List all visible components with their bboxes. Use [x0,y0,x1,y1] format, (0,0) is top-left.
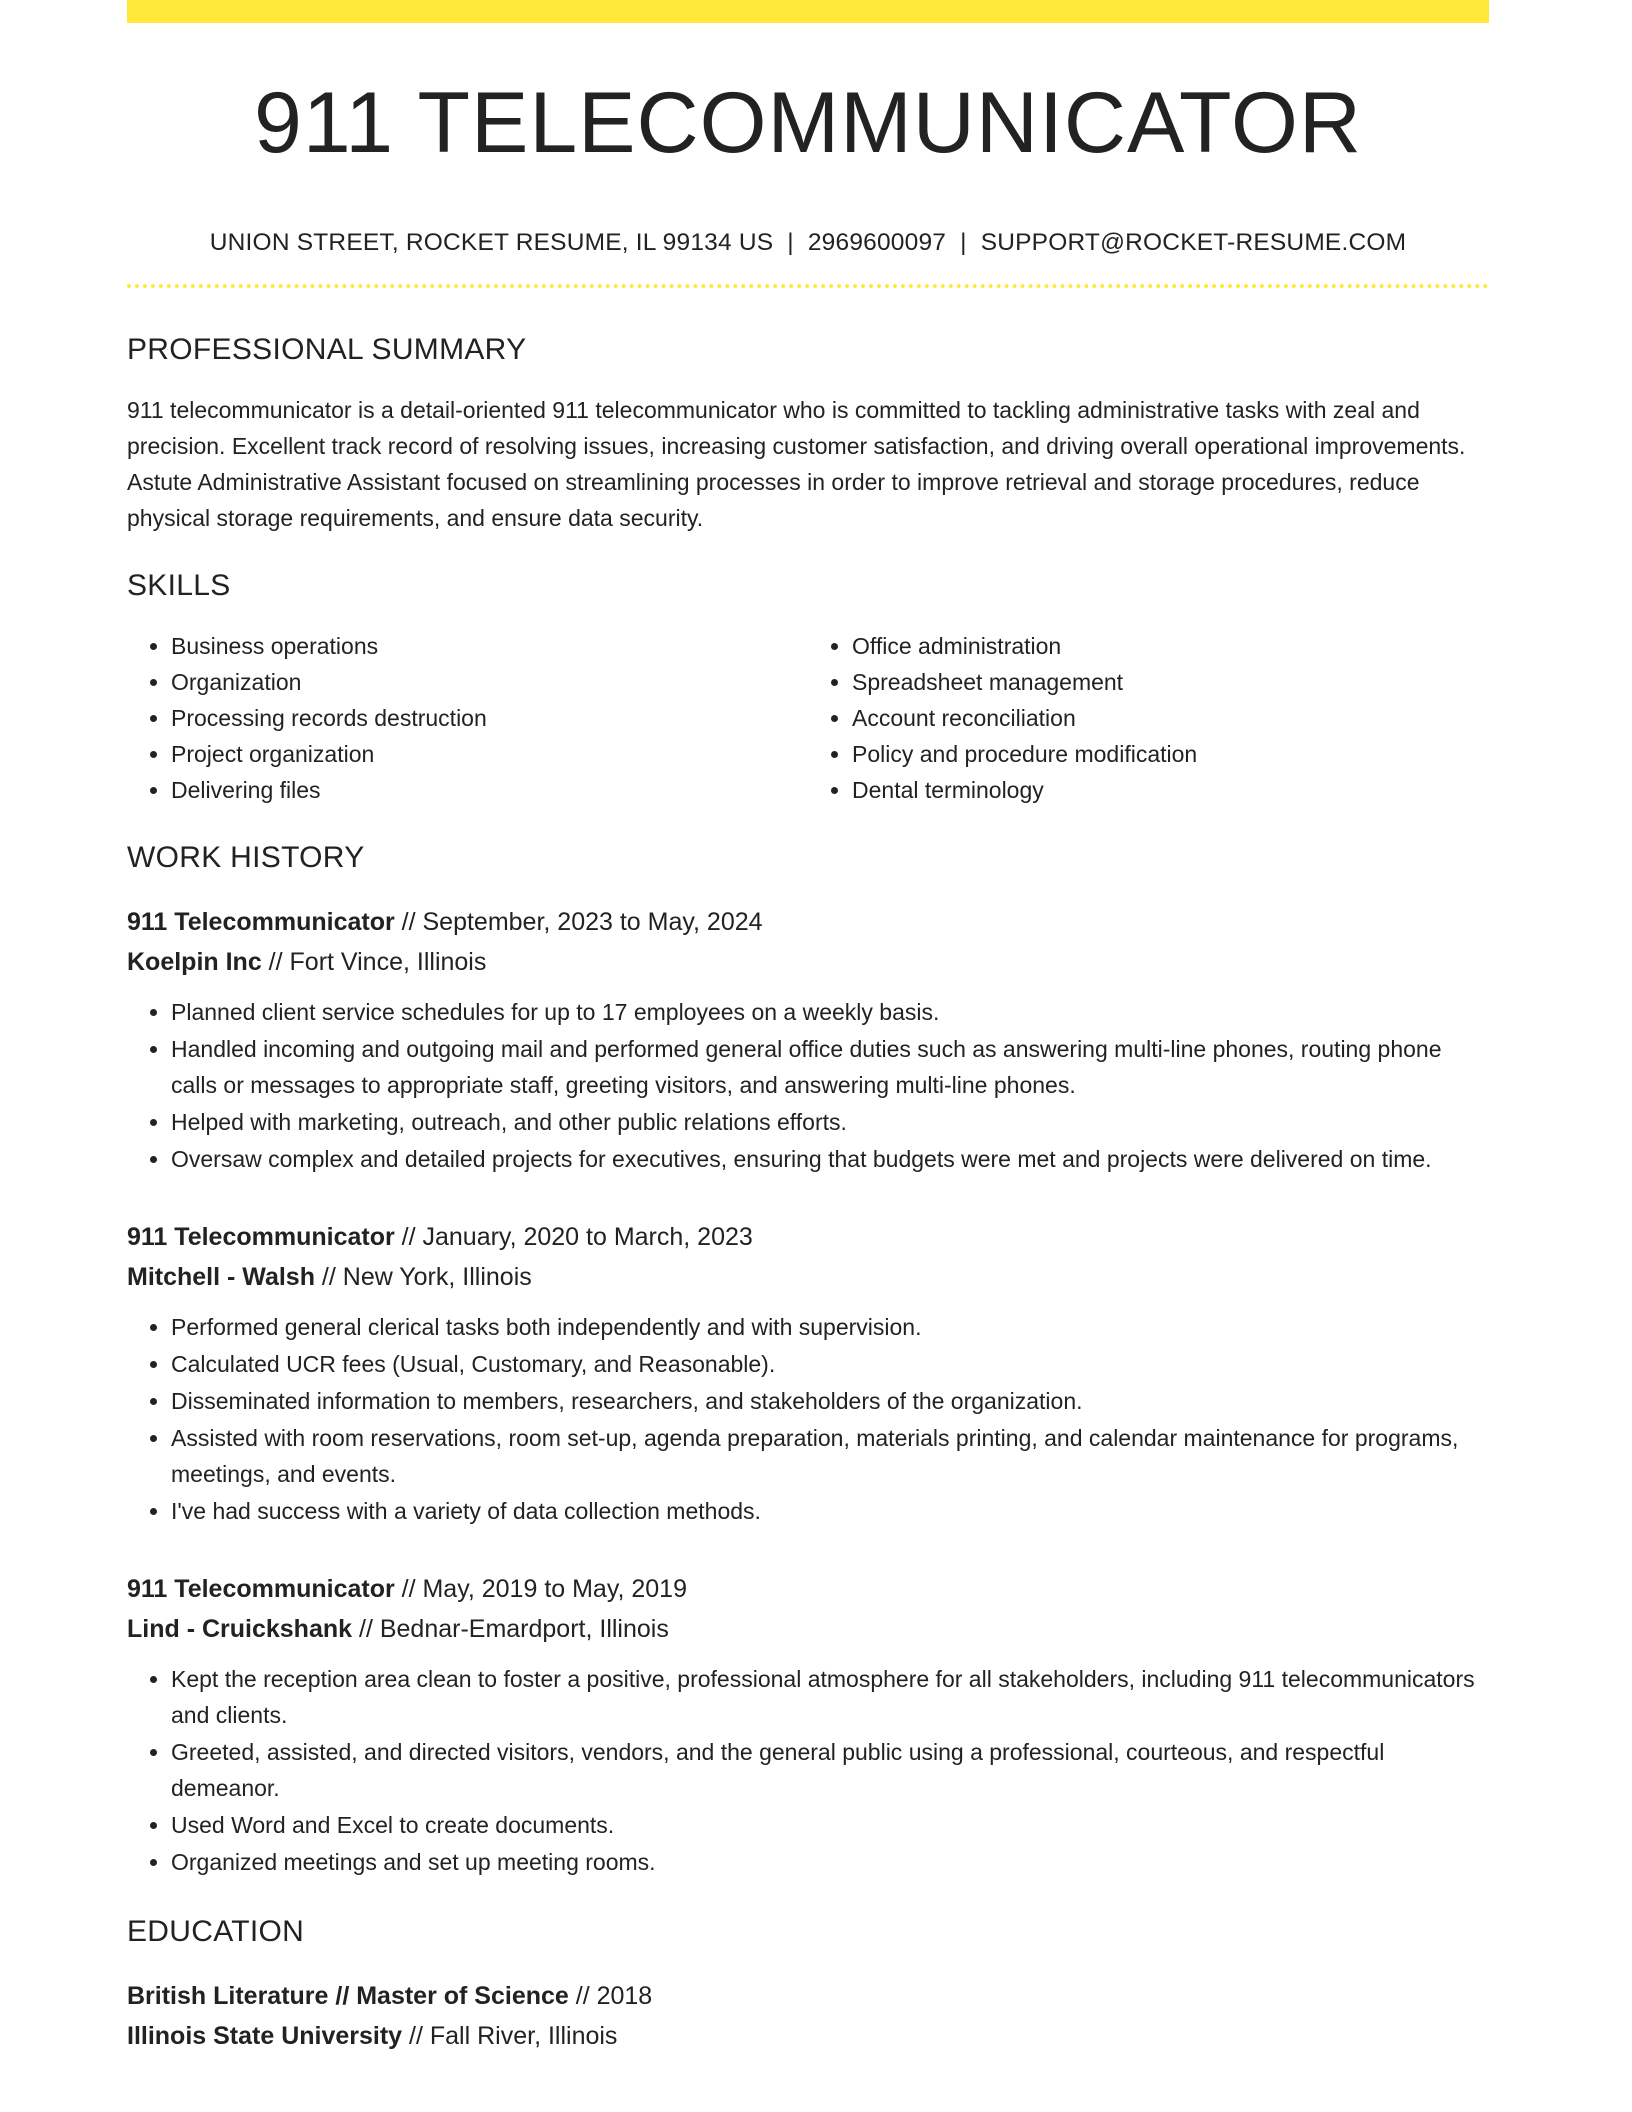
job-company-line [127,1609,1489,1649]
job-title: 911 Telecommunicator [127,908,395,937]
job-bullet: • Disseminated information to members, researchers, and stakeholders of the organization. [171,1383,1489,1419]
resume-name: 911 TELECOMMUNICATOR [254,75,1362,171]
education-location: // Fall River, Illinois [402,2022,618,2051]
skills-list-right [808,628,1489,808]
education-degree-line [127,1976,1489,2016]
job-entry [127,1217,1489,1529]
education-year: // 2018 [568,1982,653,2011]
accent-bar [127,0,1489,23]
summary-heading: PROFESSIONAL SUMMARY [127,333,527,367]
job-company-line [127,1257,1489,1297]
job-entry [127,1569,1489,1880]
skills-heading: SKILLS [127,569,231,603]
summary-section [127,332,1489,536]
resume-page [127,0,1489,2056]
job-bullet: • Performed general clerical tasks both independently and with supervision. [171,1309,1489,1345]
job-title-line [127,902,1489,942]
job-bullets [127,994,1489,1177]
summary-text: 911 telecommunicator is a detail-oriented 911 telecommunicator who is committed to tackling administrative tasks with zeal and precision. Excellent track record of resolving issues, increasing customer satisfaction, and driving overall operational improvements. Astute Administrative Assistant focused on streamlining processes in order to improve retrieval and storage procedures, reduce physical storage requirements, and ensure data security. [127,397,1466,532]
job-dates: // January, 2020 to March, 2023 [394,1223,753,1252]
education-degree: British Literature // Master of Science [127,1982,569,2011]
job-location: // Bednar-Emardport, Illinois [352,1615,669,1644]
job-company: Lind - Cruickshank [127,1615,353,1644]
skill-item: • Organization [171,664,808,700]
job-bullets [127,1661,1489,1880]
job-bullet: • Greeted, assisted, and directed visitors, vendors, and the general public using a professional, courteous, and respectful demeanor. [171,1734,1489,1806]
skill-item: • Spreadsheet management [852,664,1489,700]
job-bullet: • Calculated UCR fees (Usual, Customary, and Reasonable). [171,1346,1489,1382]
job-title-line [127,1217,1489,1257]
skills-list-left [127,628,808,808]
contact-email[interactable]: SUPPORT@ROCKET-RESUME.COM [980,229,1407,256]
job-dates: // May, 2019 to May, 2019 [394,1575,687,1604]
job-title-line [127,1569,1489,1609]
skills-section [127,568,1489,808]
skill-item: • Account reconciliation [852,700,1489,736]
job-title: 911 Telecommunicator [127,1223,395,1252]
skill-item: • Delivering files [171,772,808,808]
job-bullet: • Assisted with room reservations, room set-up, agenda preparation, materials printing, and calendar maintenance for programs, meetings, and events. [171,1420,1489,1492]
work-history-section [127,840,1489,1880]
education-section [127,1914,1489,2056]
contact-separator: | [787,229,794,256]
job-bullet: • Handled incoming and outgoing mail and performed general office duties such as answering multi-line phones, routing phone calls or messages to appropriate staff, greeting visitors, and answering multi-line phones. [171,1031,1489,1103]
dotted-divider [127,284,1489,288]
contact-phone: 2969600097 [807,229,947,256]
skills-columns [127,628,1489,808]
skill-item: • Dental terminology [852,772,1489,808]
job-location: // New York, Illinois [314,1263,532,1292]
job-company-line [127,942,1489,982]
job-bullet: • Kept the reception area clean to foster a positive, professional atmosphere for all stakeholders, including 911 telecommunicators and clients. [171,1661,1489,1733]
job-location: // Fort Vince, Illinois [261,948,487,977]
skill-item: • Project organization [171,736,808,772]
job-bullet: • Oversaw complex and detailed projects for executives, ensuring that budgets were met and projects were delivered on time. [171,1141,1489,1177]
education-school: Illinois State University [127,2022,403,2051]
contact-address: UNION STREET, ROCKET RESUME, IL 99134 US [209,229,774,256]
job-bullet: • Organized meetings and set up meeting rooms. [171,1844,1489,1880]
job-bullet: • Helped with marketing, outreach, and other public relations efforts. [171,1104,1489,1140]
skill-item: • Policy and procedure modification [852,736,1489,772]
contact-separator: | [960,229,967,256]
education-heading: EDUCATION [127,1915,305,1949]
job-bullet: • Planned client service schedules for up to 17 employees on a weekly basis. [171,994,1489,1030]
skill-item: • Office administration [852,628,1489,664]
job-title: 911 Telecommunicator [127,1575,395,1604]
education-entry [127,1976,1489,2056]
job-company: Mitchell - Walsh [127,1263,315,1292]
job-bullet: • Used Word and Excel to create documents. [171,1807,1489,1843]
job-entry [127,902,1489,1177]
job-bullet: • I've had success with a variety of data collection methods. [171,1493,1489,1529]
job-bullets [127,1309,1489,1529]
work-history-heading: WORK HISTORY [127,841,365,875]
education-school-line [127,2016,1489,2056]
job-company: Koelpin Inc [127,948,262,977]
job-dates: // September, 2023 to May, 2024 [394,908,763,937]
skill-item: • Business operations [171,628,808,664]
skill-item: • Processing records destruction [171,700,808,736]
contact-line [127,228,1489,257]
